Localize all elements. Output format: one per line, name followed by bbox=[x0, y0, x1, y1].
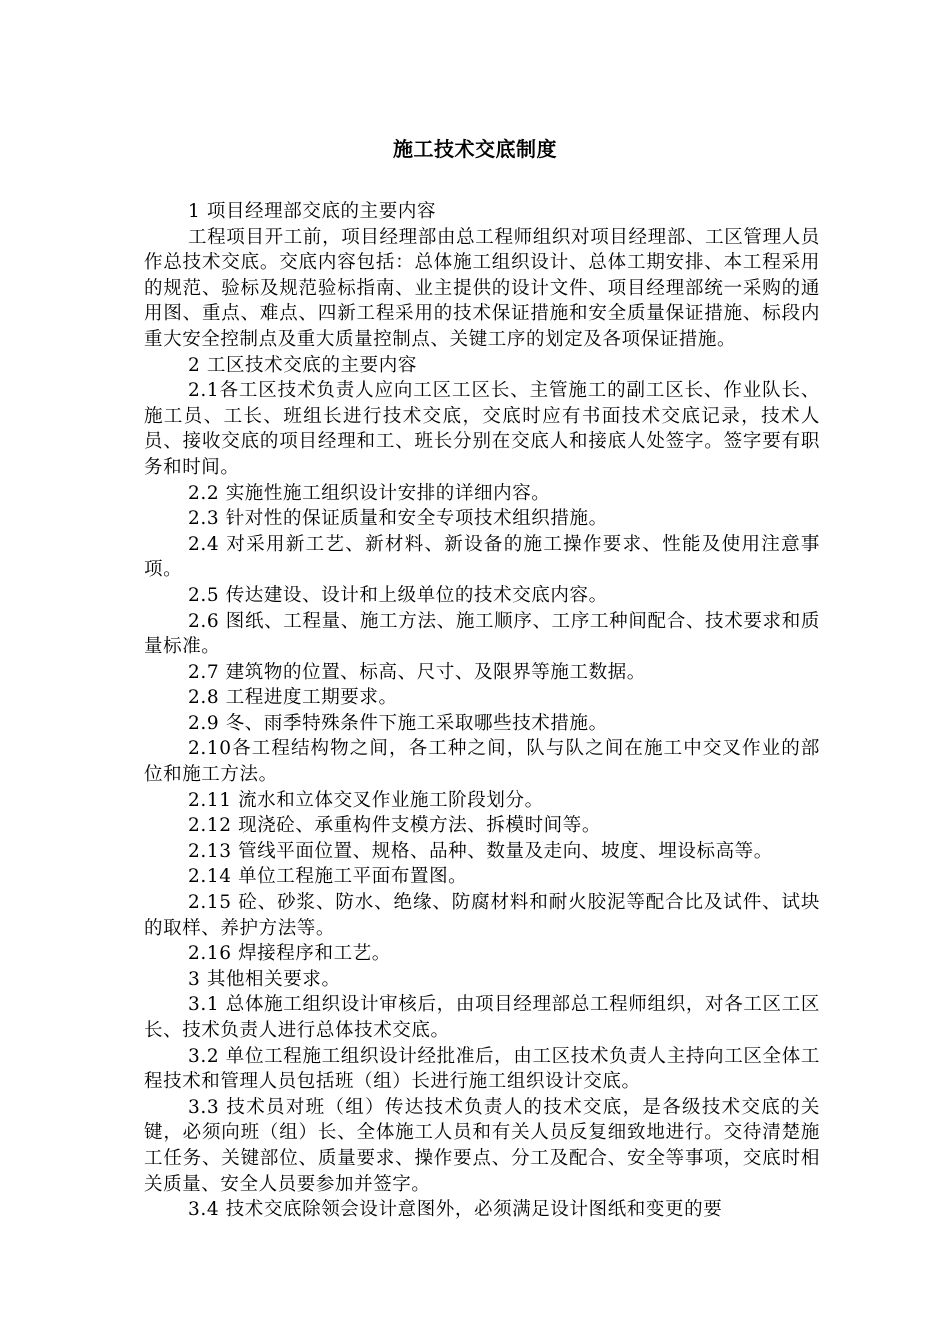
list-item-2-14: 2.14 单位工程施工平面布置图。 bbox=[188, 866, 468, 888]
section-heading-1: 1 项目经理部交底的主要内容 bbox=[188, 201, 437, 222]
list-item-2-2: 2.2 实施性施工组织设计安排的详细内容。 bbox=[188, 482, 551, 504]
list-item-2-12: 2.12 现浇砼、承重构件支模方法、拆模时间等。 bbox=[188, 815, 601, 837]
list-item-2-6: 2.6 图纸、工程量、施工方法、施工顺序、工序工种间配合、技术要求和质量标准。 bbox=[144, 610, 820, 658]
list-item-2-10: 2.10各工程结构物之间，各工种之间，队与队之间在施工中交叉作业的部位和施工方法。 bbox=[144, 738, 820, 786]
list-item-2-1: 2.1各工区技术负责人应向工区工区长、主管施工的副工区长、作业队长、施工员、工长、班组长进行技术交底，交底时应有书面技术交底记录，技术人员、接收交底的项目经理和工、班长分别在交底人和接底人处签字。签字要有职务和时间。 bbox=[144, 380, 820, 478]
list-item-2-15: 2.15 砼、砂浆、防水、绝缘、防腐材料和耐火胶泥等配合比及试件、试块的取样、养护方法等。 bbox=[144, 892, 820, 939]
list-item-2-13: 2.13 管线平面位置、规格、品种、数量及走向、坡度、埋设标高等。 bbox=[188, 840, 773, 862]
list-item-2-9: 2.9 冬、雨季特殊条件下施工采取哪些技术措施。 bbox=[188, 712, 608, 734]
list-item-2-4: 2.4 对采用新工艺、新材料、新设备的施工操作要求、性能及使用注意事项。 bbox=[144, 533, 820, 581]
list-item-2-7: 2.7 建筑物的位置、标高、尺寸、及限界等施工数据。 bbox=[188, 661, 646, 683]
list-item-2-5: 2.5 传达建设、设计和上级单位的技术交底内容。 bbox=[188, 584, 608, 606]
list-item-2-11: 2.11 流水和立体交叉作业施工阶段划分。 bbox=[188, 789, 544, 811]
list-item-3-2: 3.2 单位工程施工组织设计经批准后，由工区技术负责人主持向工区全体工程技术和管理人员包括班（组）长进行施工组织设计交底。 bbox=[144, 1045, 820, 1093]
list-item-3-4: 3.4 技术交底除领会设计意图外，必须满足设计图纸和变更的要 bbox=[188, 1199, 723, 1221]
list-item-2-16: 2.16 焊接程序和工艺。 bbox=[188, 943, 391, 965]
list-item-3-1: 3.1 总体施工组织设计审核后，由项目经理部总工程师组织，对各工区工区长、技术负责人进行总体技术交底。 bbox=[144, 994, 820, 1041]
document-body bbox=[144, 199, 820, 1223]
list-item-2-8: 2.8 工程进度工期要求。 bbox=[188, 687, 398, 709]
list-item-2-3: 2.3 针对性的保证质量和安全专项技术组织措施。 bbox=[188, 508, 608, 530]
document-title: 施工技术交底制度 bbox=[393, 137, 557, 161]
paragraph-project-dept-disclosure: 工程项目开工前，项目经理部由总工程师组织对项目经理部、工区管理人员作总技术交底。交底内容包括：总体施工组织设计、总体工期安排、本工程采用的规范、验标及规范验标指南、业主提供的设计文件、项目经理部统一采购的通用图、重点、难点、四新工程采用的技术保证措施和安全质量保证措施、标段内重大安全控制点及重大质量控制点、关键工序的划定及各项保证措施。 bbox=[144, 226, 820, 350]
list-item-3-3: 3.3 技术员对班（组）传达技术负责人的技术交底，是各级技术交底的关键，必须向班（组）长、全体施工人员和有关人员反复细致地进行。交待清楚施工任务、关键部位、质量要求、操作要点、分工及配合、安全等事项，交底时相关质量、安全人员要参加并签字。 bbox=[144, 1096, 820, 1195]
section-heading-3: 3 其他相关要求。 bbox=[188, 968, 341, 990]
section-heading-2: 2 工区技术交底的主要内容 bbox=[188, 354, 417, 376]
